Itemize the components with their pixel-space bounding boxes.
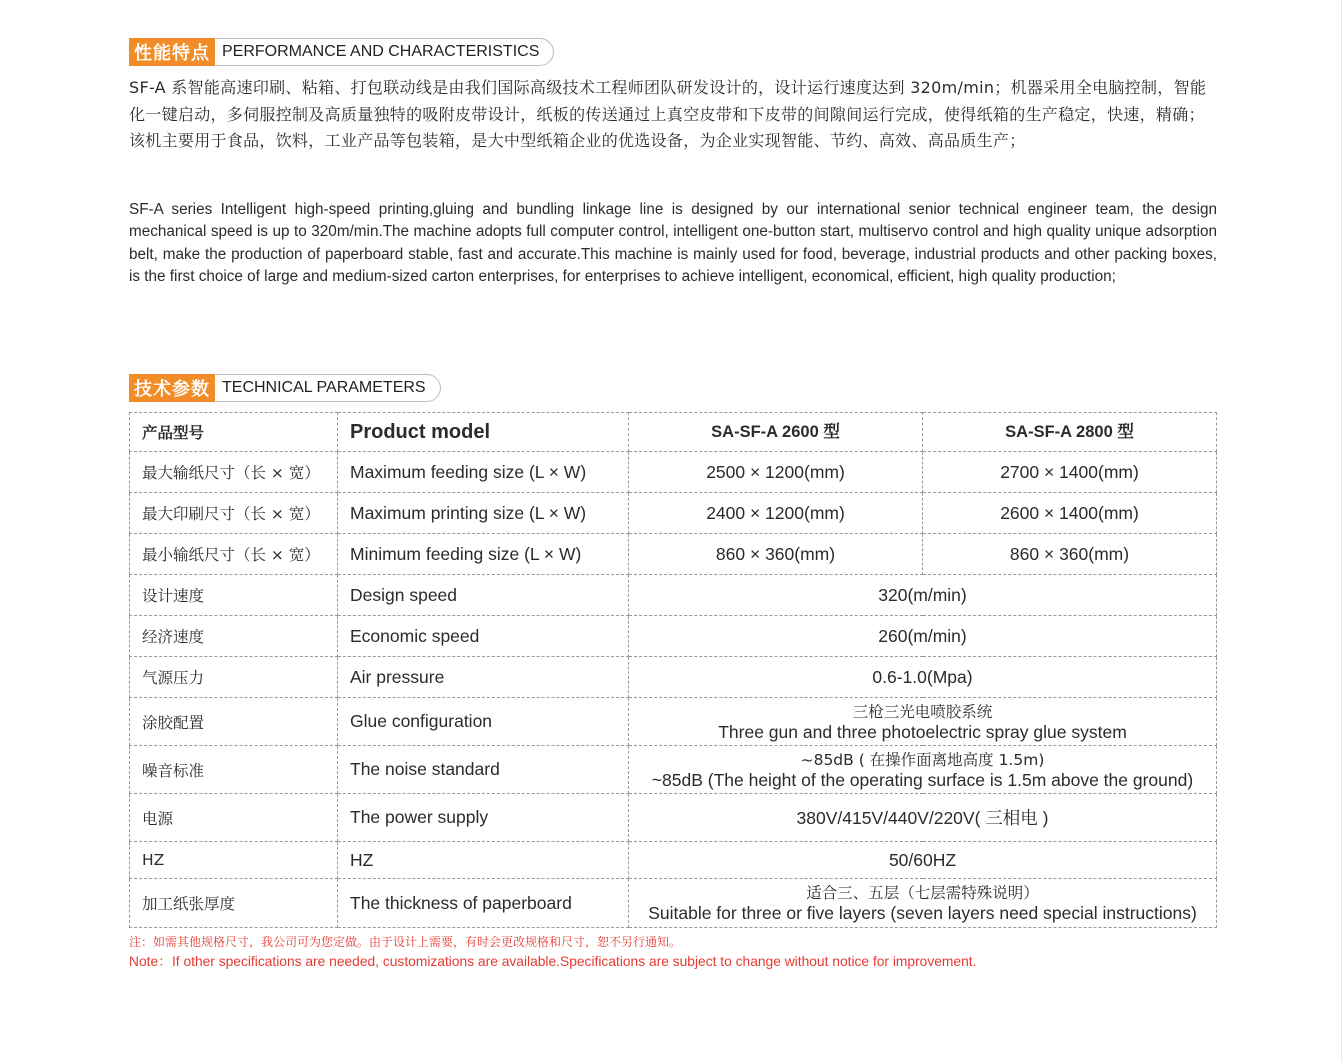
param-name-en: Maximum printing size (L × W) — [338, 493, 629, 534]
table-row — [130, 698, 1217, 746]
param-name-cn: HZ — [130, 842, 338, 879]
param-value-cn: ~85dB ( 在操作面离地高度 1.5m) — [800, 750, 1045, 769]
table-row — [130, 575, 1217, 616]
header-cell-model-2800: SA-SF-A 2800 型 — [923, 413, 1217, 452]
table-row — [130, 493, 1217, 534]
param-value — [629, 698, 1217, 746]
performance-title-cn: 性能特点 — [129, 38, 215, 66]
param-value-en: ~85dB (The height of the operating surface is 1.5m above the ground) — [651, 769, 1194, 790]
param-value — [629, 879, 1217, 928]
header-cell-model-en: Product model — [338, 413, 629, 452]
param-name-cn: 最大输纸尺寸（长 × 宽） — [130, 452, 338, 493]
note-cn: 注：如需其他规格尺寸，我公司可为您定做。由于设计上需要，有时会更改规格和尺寸，恕不另行通知。 — [129, 935, 682, 949]
param-value — [629, 746, 1217, 794]
param-value: 50/60HZ — [629, 842, 1217, 879]
param-name-cn: 电源 — [130, 794, 338, 842]
performance-description-en: SF-A series Intelligent high-speed printing,gluing and bundling linkage line is designed by our international senior technical engineer team, the design mechanical speed is up to 320m/min.The machine adopts full computer control, intelligent one-button start, multiservo control and high quality unique adsorption belt, make the production of paperboard stable, fast and accurate.This machine is mainly used for food, beverage, industrial products and other packing boxes, is the first choice of large and medium-sized carton enterprises, for enterprises to achieve intelligent, economical, efficient, high quality production; — [129, 201, 1217, 285]
table-row — [130, 842, 1217, 879]
header-cell-model-2600: SA-SF-A 2600 型 — [629, 413, 923, 452]
param-value: 320(m/min) — [629, 575, 1217, 616]
table-row — [130, 452, 1217, 493]
technical-parameters-table — [129, 412, 1217, 928]
param-value-2800: 2600 × 1400(mm) — [923, 493, 1217, 534]
param-name-en: HZ — [338, 842, 629, 879]
param-name-cn: 噪音标准 — [130, 746, 338, 794]
technical-title-cn: 技术参数 — [129, 374, 215, 402]
param-name-en: The noise standard — [338, 746, 629, 794]
param-name-en: Glue configuration — [338, 698, 629, 746]
param-name-cn: 经济速度 — [130, 616, 338, 657]
param-name-cn: 最小输纸尺寸（长 × 宽） — [130, 534, 338, 575]
table-row — [130, 534, 1217, 575]
param-name-cn: 设计速度 — [130, 575, 338, 616]
note-en: Note：If other specifications are needed, customizations are available.Specifications are subject to change without notice for improvement. — [129, 954, 977, 969]
param-value: 380V/415V/440V/220V( 三相电 ) — [629, 794, 1217, 842]
table-row — [130, 746, 1217, 794]
param-name-cn: 涂胶配置 — [130, 698, 338, 746]
param-value-cn: 适合三、五层（七层需特殊说明） — [806, 884, 1039, 902]
table-row — [130, 657, 1217, 698]
performance-section-header — [129, 38, 554, 66]
table-row — [130, 879, 1217, 928]
param-name-en: Economic speed — [338, 616, 629, 657]
table-header-row — [130, 413, 1217, 452]
param-name-cn: 加工纸张厚度 — [130, 879, 338, 928]
param-value: 260(m/min) — [629, 616, 1217, 657]
param-name-en: Minimum feeding size (L × W) — [338, 534, 629, 575]
param-name-en: Maximum feeding size (L × W) — [338, 452, 629, 493]
param-name-cn: 气源压力 — [130, 657, 338, 698]
param-value-en: Suitable for three or five layers (seven layers need special instructions) — [648, 903, 1197, 923]
param-value-2600: 2400 × 1200(mm) — [629, 493, 923, 534]
param-name-cn: 最大印刷尺寸（长 × 宽） — [130, 493, 338, 534]
performance-description-cn: SF-A 系智能高速印刷、粘箱、打包联动线是由我们国际高级技术工程师团队研发设计的，设计运行速度达到 320m/min；机器采用全电脑控制，智能化一键启动，多伺服控制及高质量独特的吸附皮带设计，纸板的传送通过上真空皮带和下皮带的间隙间运行完成，使得纸箱的生产稳定，快速，精确；该机主要用于食品，饮料，工业产品等包装箱，是大中型纸箱企业的优选设备，为企业实现智能、节约、高效、高品质生产； — [129, 78, 1207, 150]
param-value-2600: 2500 × 1200(mm) — [629, 452, 923, 493]
performance-title-en: PERFORMANCE AND CHARACTERISTICS — [215, 38, 554, 66]
param-value-2800: 2700 × 1400(mm) — [923, 452, 1217, 493]
param-value-en: Three gun and three photoelectric spray glue system — [718, 721, 1127, 742]
param-value: 0.6-1.0(Mpa) — [629, 657, 1217, 698]
param-name-en: The thickness of paperboard — [338, 879, 629, 928]
param-name-en: Design speed — [338, 575, 629, 616]
param-name-en: The power supply — [338, 794, 629, 842]
param-value-2800: 860 × 360(mm) — [923, 534, 1217, 575]
table-row — [130, 616, 1217, 657]
param-value-cn: 三枪三光电喷胶系统 — [852, 702, 993, 721]
param-name-en: Air pressure — [338, 657, 629, 698]
param-value-2600: 860 × 360(mm) — [629, 534, 923, 575]
technical-title-en: TECHNICAL PARAMETERS — [215, 374, 441, 402]
table-row — [130, 794, 1217, 842]
technical-section-header — [129, 374, 441, 402]
header-cell-model-cn: 产品型号 — [130, 413, 338, 452]
